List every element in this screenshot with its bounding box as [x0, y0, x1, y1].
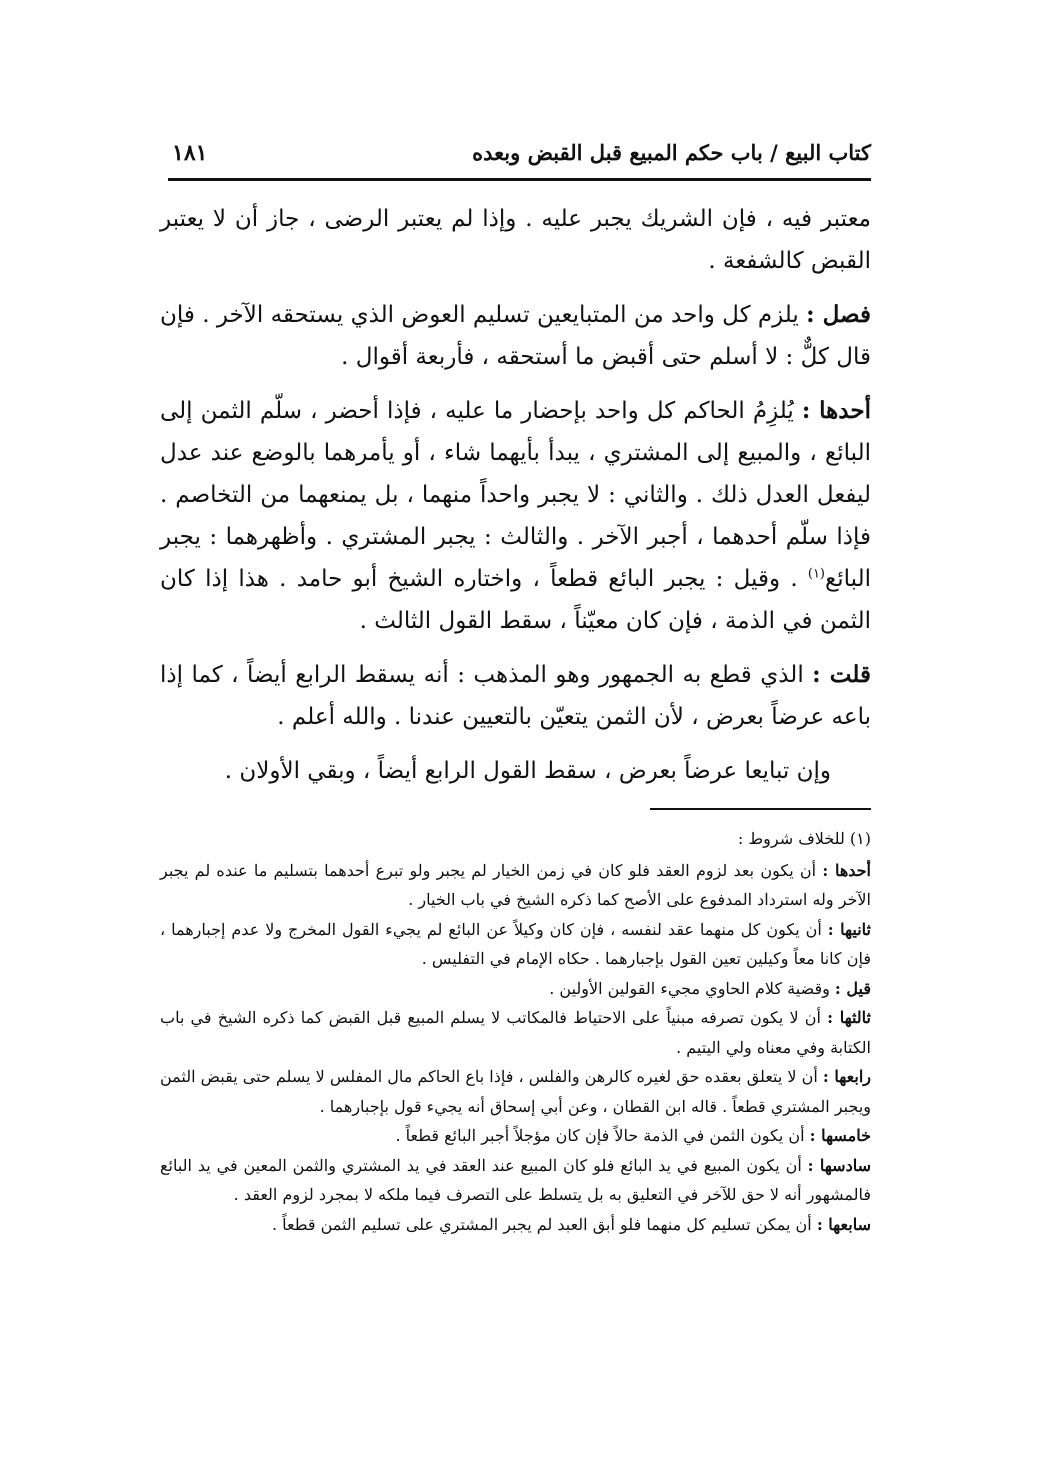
paragraph-fasl — [160, 294, 871, 378]
condition-text: أن لا يكون تصرفه مبنياً على الاحتياط فالمكاتب لا يسلم المبيع قبل القبض كما ذكره الشيخ في باب الكتابة وفي معناه ولي اليتيم . — [160, 1008, 871, 1057]
fasl-heading: فصل : — [806, 301, 871, 328]
footnote-title: (١) للخلاف شروط : — [737, 829, 871, 848]
footnote-rule — [650, 808, 871, 810]
condition-text: أن يكون كل منهما عقد لنفسه ، فإن كان وكيلاً عن البائع لم يجيء القول المخرج ولا عدم إجبارهما ، فإن كانا معاً وكيلين تعين القول بإجبارهما . حكاه الإمام في التفليس . — [160, 919, 871, 968]
condition-text: وقضية كلام الحاوي مجيء القولين الأولين . — [549, 978, 835, 998]
condition-label: سابعها : — [816, 1214, 871, 1234]
page-header — [168, 140, 871, 176]
paragraph-qultu — [160, 654, 871, 738]
ahaduha-heading: أحدها : — [801, 397, 871, 424]
footnote-reference: (١) — [807, 566, 825, 582]
qultu-text: الذي قطع به الجمهور وهو المذهب : أنه يسقط الرابع أيضاً ، كما إذا باعه عرضاً بعرض ، لأن الثمن يتعيّن بالتعيين عندنا . والله أعلم . — [160, 662, 871, 730]
condition-label: رابعها : — [822, 1067, 871, 1086]
footnote-condition — [160, 1210, 871, 1240]
condition-text: أن يكون الثمن في الذمة حالاً فإن كان مؤجلاً أجبر البائع قطعاً . — [395, 1126, 810, 1145]
footnotes — [160, 824, 871, 1239]
footnote-condition — [160, 1003, 871, 1062]
paragraph-1 — [160, 198, 871, 282]
header-rule — [168, 178, 871, 181]
condition-text: أن يمكن تسليم كل منهما فلو أبق العبد لم يجبر المشتري على تسليم الثمن قطعاً . — [271, 1214, 817, 1234]
footnote-condition — [160, 974, 871, 1004]
footnote-condition — [160, 856, 871, 915]
page-number: ١٨١ — [172, 140, 208, 166]
paragraph-1-text: معتبر فيه ، فإن الشريك يجبر عليه . وإذا لم يعتبر الرضى ، جاز أن لا يعتبر القبض كالشفعة . — [160, 206, 871, 274]
paragraph-5 — [160, 750, 871, 792]
condition-text: أن يكون المبيع في يد البائع فلو كان المبيع عند العقد في يد المشتري والثمن المعين في يد البائع فالمشهور أنه لا حق للآخر في التعليق به بل يتسلط على التصرف فيما ملكه لا بمجرد لزوم العقد . — [160, 1155, 871, 1204]
footnote-condition — [160, 915, 871, 974]
condition-label: ثالثها : — [827, 1008, 871, 1027]
condition-label: ثانيها : — [827, 919, 872, 939]
condition-label: قيل : — [834, 978, 871, 998]
running-title: كتاب البيع / باب حكم المبيع قبل القبض وبعده — [472, 140, 871, 165]
main-text — [160, 198, 871, 804]
footnote-condition — [160, 1121, 871, 1151]
paragraph-ahaduha — [160, 390, 871, 642]
footnote-condition — [160, 1062, 871, 1121]
condition-label: خامسها : — [809, 1126, 871, 1145]
condition-text: أن لا يتعلق بعقده حق لغيره كالرهن والفلس ، فإذا باع الحاكم مال المفلس لا يسلم حتى يقبض الثمن ويجبر المشتري قطعاً . قاله ابن القطان ، وعن أبي إسحاق أنه يجيء قول بإجبارهما . — [160, 1067, 871, 1116]
qultu-heading: قلت : — [812, 661, 872, 688]
condition-text: أن يكون بعد لزوم العقد فلو كان في زمن الخيار لم يجبر ولو تبرع أحدهما بتسليم ما عنده لم يجبر الآخر وله استرداد المدفوع على الأصح كما ذكره الشيخ في باب الخيار . — [160, 860, 871, 909]
paragraph-5-text: وإن تبايعا عرضاً بعرض ، سقط القول الرابع أيضاً ، وبقي الأولان . — [224, 758, 831, 784]
condition-label: سادسها : — [807, 1155, 871, 1175]
footnote-condition — [160, 1151, 871, 1210]
ahaduha-text-a: يُلزِمُ الحاكم كل واحد بإحضار ما عليه ، فإذا أحضر ، سلّم الثمن إلى البائع ، والمبيع إلى المشتري ، يبدأ بأيهما شاء ، أو يأمرهما بالوضع عند عدل ليفعل العدل ذلك . والثاني : لا يجبر واحداً منهما ، بل يمنعهما من التخاصم . فإذا سلّم أحدهما ، أجبر الآخر . والثالث : يجبر المشتري . وأظهرهما : يجبر البائع — [160, 398, 871, 592]
fasl-text: يلزم كل واحد من المتبايعين تسليم العوض الذي يستحقه الآخر . فإن قال كلٌّ : لا أسلم حتى أقبض ما أستحقه ، فأربعة أقوال . — [160, 302, 871, 370]
condition-label: أحدها : — [822, 860, 871, 880]
ahaduha-text-b: . وقيل : يجبر البائع قطعاً ، واختاره الشيخ أبو حامد . هذا إذا كان الثمن في الذمة ، فإن كان معيّناً ، سقط القول الثالث . — [160, 566, 871, 634]
